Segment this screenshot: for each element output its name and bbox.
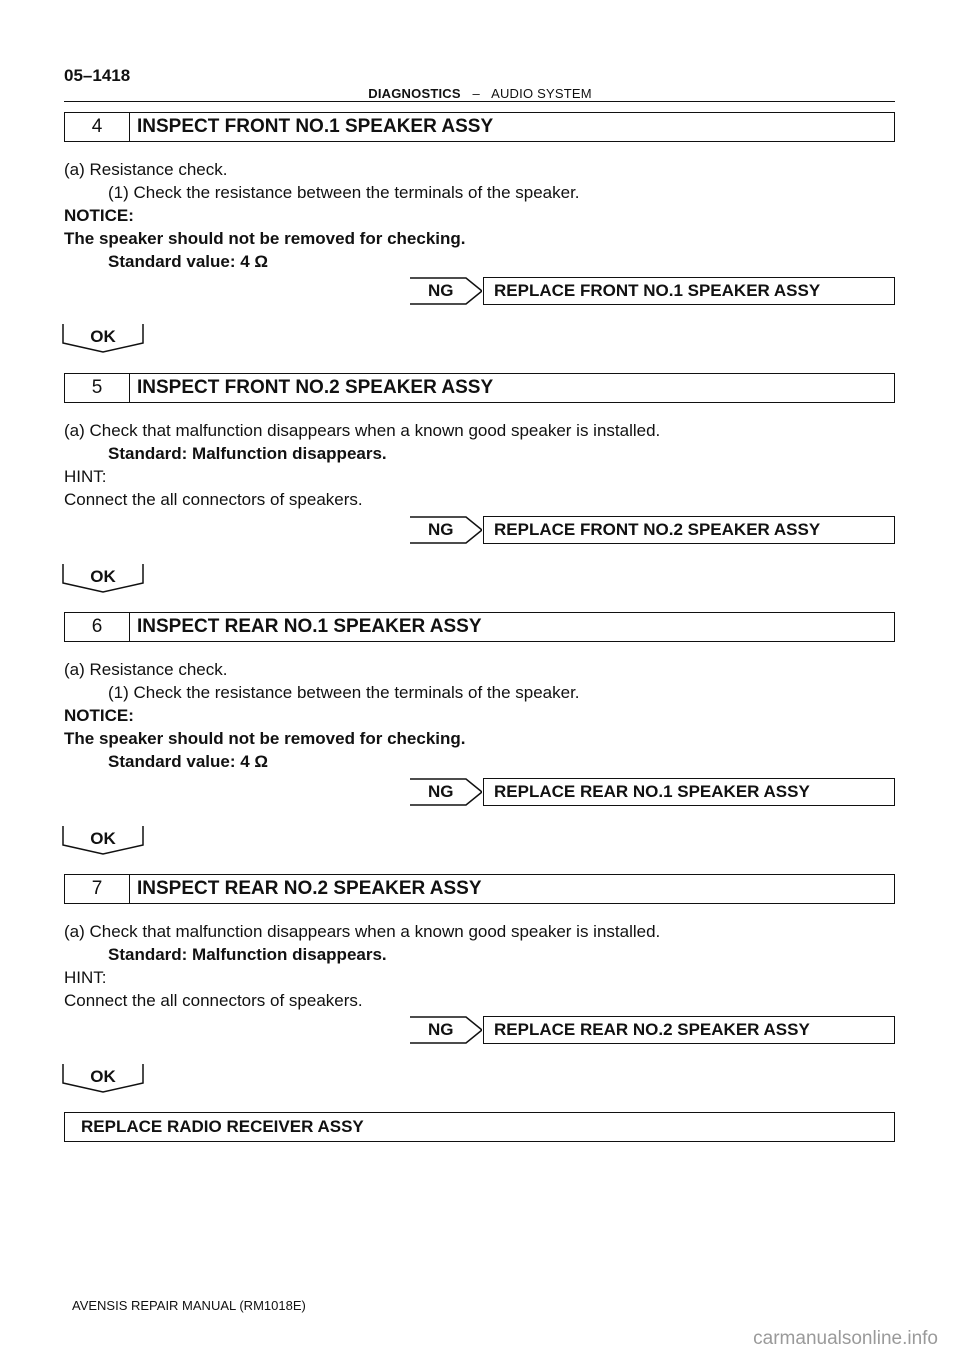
step-5-hint-text: Connect the all connectors of speakers. — [64, 490, 363, 509]
step-5-ok — [62, 563, 144, 593]
step-7-header — [64, 874, 895, 904]
step-6-notice-label: NOTICE: — [64, 706, 134, 725]
step-title: INSPECT FRONT NO.2 SPEAKER ASSY — [137, 377, 494, 398]
step-4-header — [64, 112, 895, 142]
header-title — [0, 86, 960, 101]
step-4-standard: Standard value: 4 Ω — [108, 252, 269, 271]
ok-label: OK — [90, 829, 116, 848]
step-4-notice-text: The speaker should not be removed for checking. — [64, 229, 466, 248]
step-number: 6 — [65, 613, 130, 641]
final-action-box — [64, 1112, 895, 1142]
step-4-ng-label: NG — [428, 281, 454, 300]
step-7-standard: Standard: Malfunction disappears. — [108, 945, 387, 964]
step-number: 4 — [65, 113, 130, 141]
step-7-hint-label: HINT: — [64, 968, 107, 987]
step-7-line-a: (a) Check that malfunction disappears when a known good speaker is installed. — [64, 922, 661, 941]
ok-label: OK — [90, 567, 116, 586]
step-6-line-a: (a) Resistance check. — [64, 660, 228, 679]
step-6-ng-action — [483, 778, 895, 806]
step-7-hint-text: Connect the all connectors of speakers. — [64, 991, 363, 1010]
watermark: carmanualsonline.info — [753, 1328, 938, 1349]
step-5-header — [64, 373, 895, 403]
step-4-notice-label: NOTICE: — [64, 206, 134, 225]
footer-manual-id: AVENSIS REPAIR MANUAL (RM1018E) — [72, 1298, 306, 1313]
ok-label: OK — [90, 327, 116, 346]
step-4-ok — [62, 323, 144, 353]
step-5-ng-label: NG — [428, 520, 454, 539]
header-subsection: AUDIO SYSTEM — [491, 86, 592, 101]
header-rule — [64, 101, 895, 102]
header-section: DIAGNOSTICS — [368, 86, 461, 101]
step-title: INSPECT REAR NO.1 SPEAKER ASSY — [137, 616, 482, 637]
step-title: INSPECT REAR NO.2 SPEAKER ASSY — [137, 878, 482, 899]
ok-label: OK — [90, 1067, 116, 1086]
step-6-line-1: (1) Check the resistance between the terminals of the speaker. — [108, 683, 580, 702]
step-6-standard: Standard value: 4 Ω — [108, 752, 269, 771]
ng-action-text: REPLACE FRONT NO.1 SPEAKER ASSY — [494, 281, 821, 300]
step-5-ng-action — [483, 516, 895, 544]
step-6-header — [64, 612, 895, 642]
step-4-line-1: (1) Check the resistance between the terminals of the speaker. — [108, 183, 580, 202]
step-4-line-a: (a) Resistance check. — [64, 160, 228, 179]
step-5-standard: Standard: Malfunction disappears. — [108, 444, 387, 463]
ng-action-text: REPLACE REAR NO.2 SPEAKER ASSY — [494, 1020, 810, 1039]
final-action-text: REPLACE RADIO RECEIVER ASSY — [81, 1117, 364, 1136]
step-7-ng-label: NG — [428, 1020, 454, 1039]
header-separator: – — [472, 86, 480, 101]
step-number: 5 — [65, 374, 130, 402]
ng-action-text: REPLACE REAR NO.1 SPEAKER ASSY — [494, 782, 810, 801]
step-number: 7 — [65, 875, 130, 903]
ng-action-text: REPLACE FRONT NO.2 SPEAKER ASSY — [494, 520, 821, 539]
step-7-ok — [62, 1063, 144, 1093]
step-7-ng-action — [483, 1016, 895, 1044]
step-6-ng-label: NG — [428, 782, 454, 801]
step-6-ok — [62, 825, 144, 855]
step-5-hint-label: HINT: — [64, 467, 107, 486]
step-title: INSPECT FRONT NO.1 SPEAKER ASSY — [137, 116, 494, 137]
step-4-ng-action — [483, 277, 895, 305]
step-6-notice-text: The speaker should not be removed for checking. — [64, 729, 466, 748]
page-number: 05–1418 — [64, 66, 131, 85]
step-5-line-a: (a) Check that malfunction disappears when a known good speaker is installed. — [64, 421, 661, 440]
